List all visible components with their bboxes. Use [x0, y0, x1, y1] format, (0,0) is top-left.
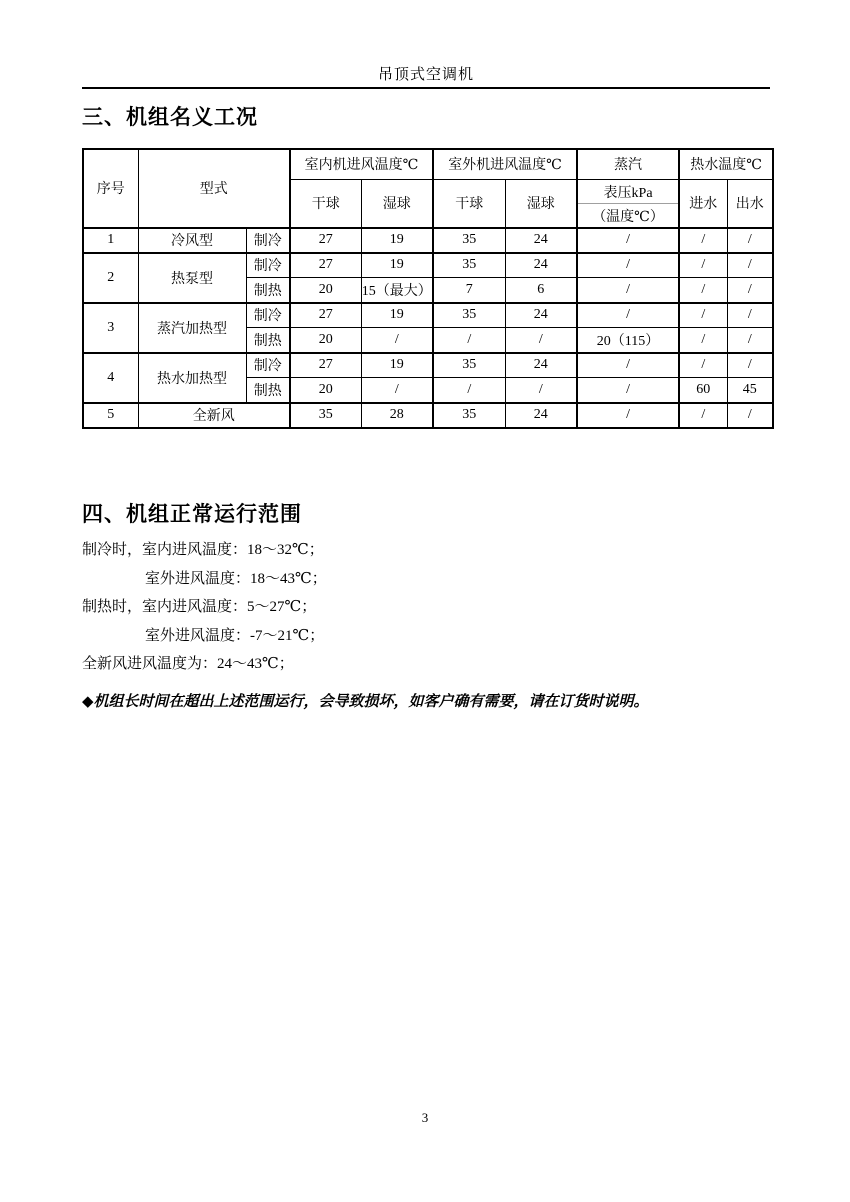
cell-value: 24 [505, 403, 577, 428]
cell-type: 蒸汽加热型 [138, 303, 246, 353]
operating-range-lines [82, 536, 327, 679]
cell-value: 35 [433, 353, 505, 378]
page-number: 3 [421, 1110, 429, 1125]
cell-value: / [679, 403, 727, 428]
cell-value: 35 [433, 228, 505, 253]
cell-serial: 4 [83, 353, 138, 403]
header-water-in: 进水 [679, 179, 727, 228]
cell-type: 全新风 [138, 403, 290, 428]
header-rule [82, 87, 770, 89]
header-outdoor-wet-bulb: 湿球 [505, 179, 577, 228]
cell-value: / [727, 278, 773, 303]
cell-type: 热水加热型 [138, 353, 246, 403]
cell-value: / [577, 253, 679, 278]
cell-mode: 制热 [246, 328, 290, 353]
cell-value: 19 [361, 253, 433, 278]
cell-value: / [727, 228, 773, 253]
cell-value: / [505, 378, 577, 403]
cell-type: 冷风型 [138, 228, 246, 253]
cell-value: 7 [433, 278, 505, 303]
section3-title: 三、机组名义工况 [82, 105, 258, 129]
header-type: 型式 [138, 149, 290, 228]
header-steam-temperature: （温度℃） [578, 203, 678, 227]
cell-value: / [727, 303, 773, 328]
header-steam: 蒸汽 [577, 149, 679, 179]
cell-value: 27 [290, 303, 361, 328]
cell-value: / [679, 278, 727, 303]
cell-value: / [361, 378, 433, 403]
table-row [83, 303, 773, 328]
cell-value: / [433, 378, 505, 403]
cell-value: 6 [505, 278, 577, 303]
cell-value: 24 [505, 253, 577, 278]
cell-value: 24 [505, 303, 577, 328]
cell-value: 20 [290, 278, 361, 303]
cell-value: / [361, 328, 433, 353]
range-line-cooling-indoor: 制冷时，室内进风温度：18～32℃； [82, 542, 324, 558]
cell-value: / [577, 353, 679, 378]
cell-value: 19 [361, 353, 433, 378]
table-header-row-1 [83, 149, 773, 179]
range-line-heating-indoor: 制热时，室内进风温度：5～27℃； [82, 599, 317, 616]
cell-serial: 2 [83, 253, 138, 303]
cell-value: 24 [505, 228, 577, 253]
page-header-title: 吊顶式空调机 [377, 67, 474, 83]
cell-mode: 制冷 [246, 353, 290, 378]
cell-value: 35 [433, 403, 505, 428]
cell-value: / [577, 403, 679, 428]
range-line-fresh-air: 全新风进风温度为：24～43℃； [82, 656, 294, 673]
cell-value: 35 [290, 403, 361, 428]
cell-value: / [505, 328, 577, 353]
nominal-conditions-table [82, 148, 774, 429]
header-steam-sub [577, 179, 679, 228]
cell-type: 热泵型 [138, 253, 246, 303]
cell-value: 27 [290, 228, 361, 253]
cell-value: / [577, 303, 679, 328]
table-row [83, 253, 773, 278]
cell-value: / [433, 328, 505, 353]
cell-value: 15（最大） [361, 278, 433, 303]
cell-value: / [727, 403, 773, 428]
cell-value: / [679, 328, 727, 353]
cell-serial: 5 [83, 403, 138, 428]
cell-mode: 制热 [246, 278, 290, 303]
cell-value: / [727, 353, 773, 378]
cell-value: 20 [290, 378, 361, 403]
cell-mode: 制冷 [246, 228, 290, 253]
cell-value: 20 [290, 328, 361, 353]
cell-value: / [679, 303, 727, 328]
cell-value: 20（115） [577, 328, 679, 353]
cell-value: / [727, 253, 773, 278]
cell-value: 45 [727, 378, 773, 403]
cell-value: 35 [433, 253, 505, 278]
cell-value: / [679, 353, 727, 378]
section4-title: 四、机组正常运行范围 [82, 502, 302, 526]
cell-serial: 3 [83, 303, 138, 353]
range-line-cooling-outdoor: 室外进风温度：18～43℃； [145, 570, 327, 587]
cell-value: / [577, 378, 679, 403]
cell-mode: 制冷 [246, 303, 290, 328]
cell-value: / [727, 328, 773, 353]
header-serial: 序号 [83, 149, 138, 228]
cell-value: 27 [290, 353, 361, 378]
cell-value: / [577, 278, 679, 303]
table-row [83, 353, 773, 378]
cell-value: / [679, 228, 727, 253]
cell-mode: 制冷 [246, 253, 290, 278]
header-indoor-wet-bulb: 湿球 [361, 179, 433, 228]
warning-note: ◆机组长时间在超出上述范围运行，会导致损坏，如客户确有需要，请在订货时说明。 [82, 692, 649, 710]
table-row [83, 228, 773, 253]
header-indoor-temp: 室内机进风温度℃ [290, 149, 433, 179]
cell-value: 60 [679, 378, 727, 403]
cell-value: 19 [361, 228, 433, 253]
header-steam-gauge-pressure: 表压kPa [603, 185, 653, 201]
header-indoor-dry-bulb: 干球 [290, 179, 361, 228]
table-row [83, 403, 773, 428]
header-water-out: 出水 [727, 179, 773, 228]
cell-value: / [577, 228, 679, 253]
range-line-heating-outdoor: 室外进风温度：-7～21℃； [145, 627, 325, 644]
cell-value: / [679, 253, 727, 278]
cell-value: 19 [361, 303, 433, 328]
header-outdoor-temp: 室外机进风温度℃ [433, 149, 577, 179]
cell-mode: 制热 [246, 378, 290, 403]
cell-value: 35 [433, 303, 505, 328]
cell-serial: 1 [83, 228, 138, 253]
cell-value: 27 [290, 253, 361, 278]
cell-value: 28 [361, 403, 433, 428]
cell-value: 24 [505, 353, 577, 378]
header-hotwater-temp: 热水温度℃ [679, 149, 773, 179]
header-outdoor-dry-bulb: 干球 [433, 179, 505, 228]
